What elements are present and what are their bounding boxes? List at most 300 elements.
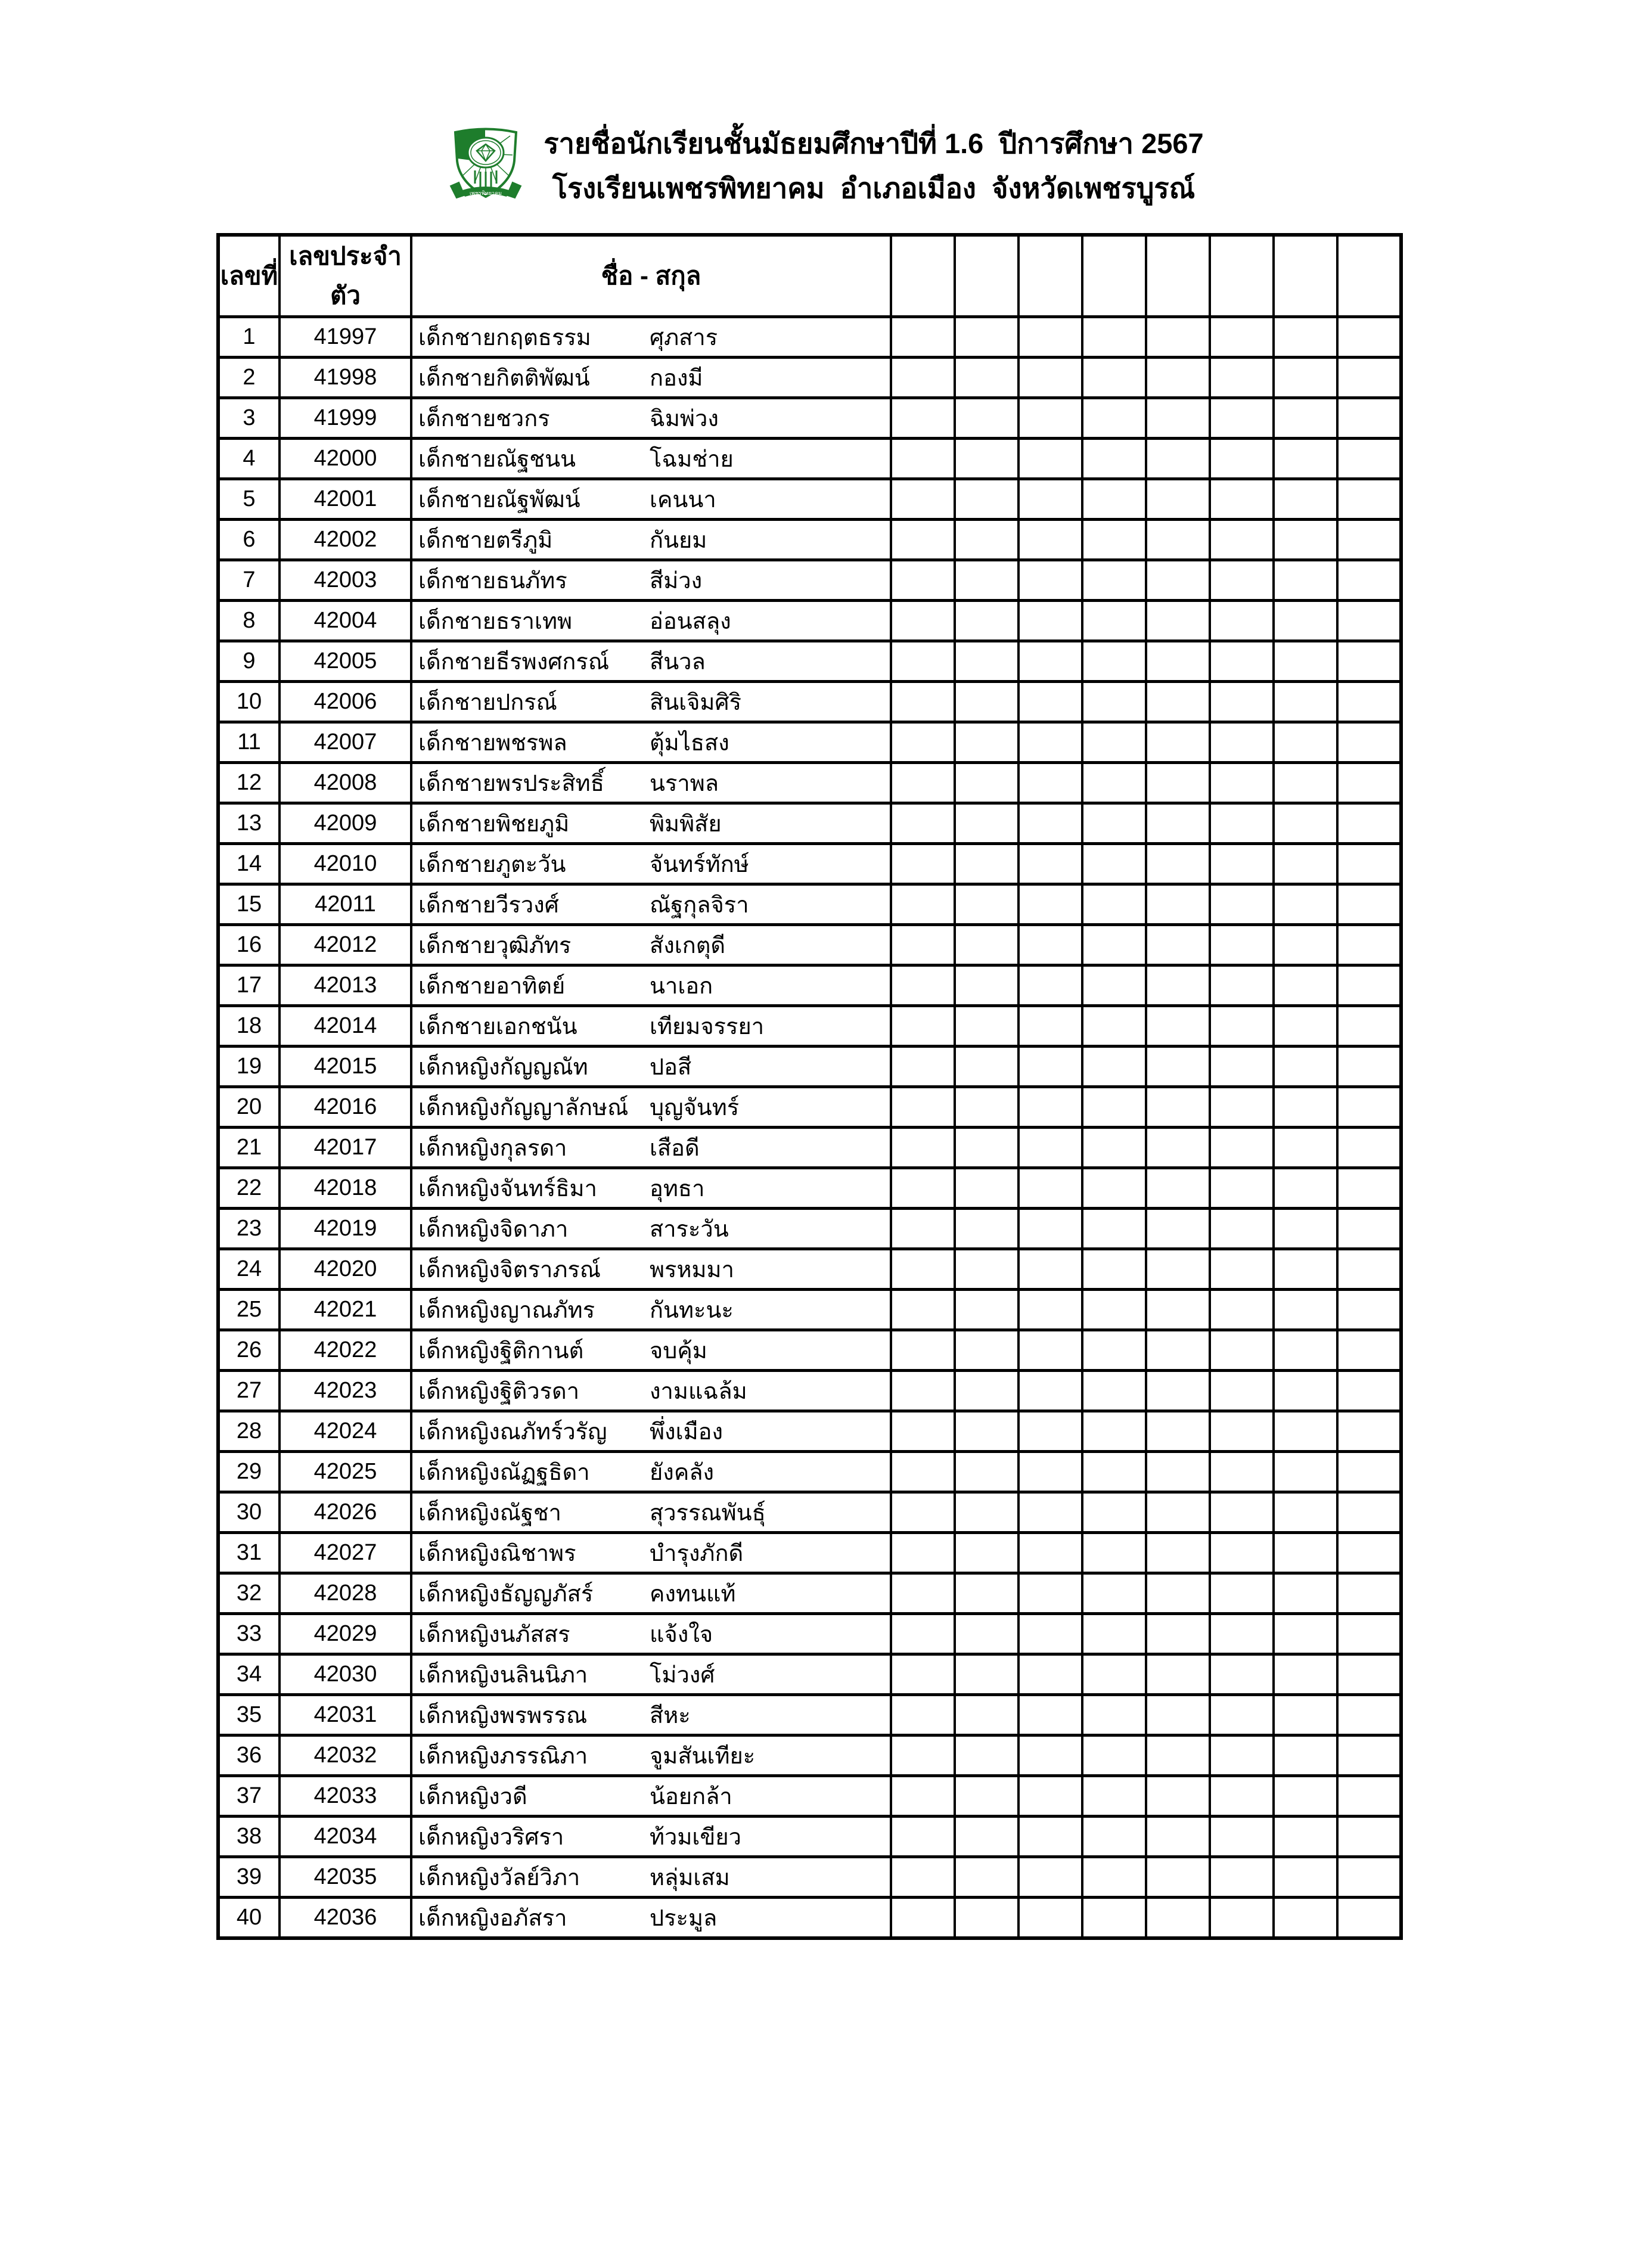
cell-blank (891, 1168, 955, 1209)
cell-blank (1337, 1411, 1401, 1452)
cell-blank (955, 722, 1018, 763)
cell-student-id: 42009 (280, 803, 411, 844)
cell-blank (1337, 439, 1401, 479)
cell-blank (891, 1898, 955, 1938)
first-name: เด็กชายอาทิตย์ (418, 974, 566, 999)
cell-blank (955, 965, 1018, 1006)
cell-number: 36 (218, 1736, 280, 1776)
cell-blank (1082, 1857, 1146, 1898)
cell-blank (1210, 1614, 1274, 1654)
table-row (218, 601, 1401, 641)
first-name: เด็กชายวีรวงศ์ (418, 893, 559, 918)
first-name: เด็กหญิงกุลรดา (418, 1136, 567, 1161)
cell-student-id: 42019 (280, 1209, 411, 1249)
cell-blank (1146, 398, 1210, 439)
cell-blank (1210, 1168, 1274, 1209)
cell-blank (1274, 601, 1337, 641)
table-row (218, 1695, 1401, 1736)
cell-blank (1146, 1452, 1210, 1492)
cell-blank (955, 682, 1018, 722)
table-row (218, 803, 1401, 844)
cell-blank (1018, 682, 1082, 722)
cell-blank (1274, 1290, 1337, 1330)
last-name: ประมูล (650, 1905, 718, 1931)
cell-blank (1210, 358, 1274, 398)
cell-blank (1210, 317, 1274, 358)
table-row (218, 1614, 1401, 1654)
cell-blank (1146, 1087, 1210, 1128)
last-name: นาเอก (650, 974, 713, 999)
cell-number: 6 (218, 520, 280, 560)
cell-blank (891, 1249, 955, 1290)
cell-blank (1082, 479, 1146, 520)
cell-name (411, 1492, 891, 1533)
cell-blank (891, 641, 955, 682)
cell-name (411, 1817, 891, 1857)
table-row (218, 1898, 1401, 1938)
cell-number: 28 (218, 1411, 280, 1452)
cell-blank (1337, 803, 1401, 844)
cell-blank (1337, 1736, 1401, 1776)
cell-number: 34 (218, 1654, 280, 1695)
cell-blank (955, 1249, 1018, 1290)
cell-number: 8 (218, 601, 280, 641)
table-row (218, 479, 1401, 520)
cell-blank (1082, 398, 1146, 439)
last-name: พึ่งเมือง (650, 1420, 723, 1445)
first-name: เด็กชายพิชยภูมิ (418, 812, 570, 837)
table-row (218, 1047, 1401, 1087)
table-row (218, 520, 1401, 560)
last-name: น้อยกล้า (650, 1784, 732, 1809)
header-row (218, 235, 1401, 317)
cell-blank (1146, 520, 1210, 560)
cell-blank (891, 925, 955, 965)
cell-number: 13 (218, 803, 280, 844)
cell-blank (1146, 1857, 1210, 1898)
cell-blank (1337, 1817, 1401, 1857)
cell-name (411, 1452, 891, 1492)
column-header-blank (955, 235, 1018, 317)
cell-blank (1018, 1533, 1082, 1573)
cell-blank (1274, 1533, 1337, 1573)
cell-blank (1210, 1411, 1274, 1452)
cell-blank (1337, 1371, 1401, 1411)
cell-blank (1210, 1492, 1274, 1533)
cell-blank (1146, 763, 1210, 803)
last-name: จันทร์ทักษ์ (650, 852, 749, 877)
cell-blank (1146, 641, 1210, 682)
column-header-number: เลขที่ (218, 235, 280, 317)
first-name: เด็กหญิงญาณภัทร (418, 1298, 595, 1323)
last-name: แจ้งใจ (650, 1622, 713, 1647)
cell-blank (1082, 925, 1146, 965)
first-name: เด็กหญิงณัฐชา (418, 1501, 562, 1526)
cell-number: 24 (218, 1249, 280, 1290)
cell-student-id: 42013 (280, 965, 411, 1006)
column-header-student-id: เลขประจำตัว (280, 235, 411, 317)
cell-blank (891, 1614, 955, 1654)
cell-blank (891, 1371, 955, 1411)
cell-student-id: 42005 (280, 641, 411, 682)
cell-name (411, 844, 891, 884)
cell-blank (1210, 803, 1274, 844)
table-row (218, 1817, 1401, 1857)
cell-blank (891, 358, 955, 398)
cell-blank (1274, 398, 1337, 439)
cell-name (411, 1533, 891, 1573)
cell-blank (1274, 439, 1337, 479)
cell-blank (1210, 1087, 1274, 1128)
cell-number: 10 (218, 682, 280, 722)
table-row (218, 1087, 1401, 1128)
cell-student-id: 41997 (280, 317, 411, 358)
roster-body (218, 317, 1401, 1938)
last-name: อุทธา (650, 1176, 705, 1202)
cell-number: 25 (218, 1290, 280, 1330)
cell-blank (1337, 1209, 1401, 1249)
cell-blank (1082, 884, 1146, 925)
cell-number: 31 (218, 1533, 280, 1573)
cell-blank (1082, 1736, 1146, 1776)
cell-blank (1146, 965, 1210, 1006)
cell-blank (1018, 317, 1082, 358)
cell-blank (955, 1087, 1018, 1128)
first-name: เด็กชายธนภัทร (418, 569, 567, 594)
first-name: เด็กชายณัฐชนน (418, 447, 576, 472)
cell-blank (1337, 884, 1401, 925)
cell-blank (1018, 1330, 1082, 1371)
cell-name (411, 641, 891, 682)
cell-blank (1210, 682, 1274, 722)
last-name: กันยม (650, 528, 707, 553)
last-name: เคนนา (650, 488, 716, 513)
cell-blank (1337, 398, 1401, 439)
first-name: เด็กชายธราเทพ (418, 609, 573, 634)
cell-blank (1274, 560, 1337, 601)
cell-blank (1082, 520, 1146, 560)
cell-name (411, 479, 891, 520)
cell-blank (1018, 1371, 1082, 1411)
first-name: เด็กชายพรประสิทธิ์ (418, 771, 604, 796)
cell-student-id: 42010 (280, 844, 411, 884)
cell-blank (1146, 601, 1210, 641)
cell-blank (1337, 1654, 1401, 1695)
first-name: เด็กหญิงณัฏฐธิดา (418, 1460, 590, 1485)
cell-blank (1210, 884, 1274, 925)
cell-student-id: 42025 (280, 1452, 411, 1492)
first-name: เด็กหญิงธัญญภัสร์ (418, 1582, 594, 1607)
cell-blank (1146, 1371, 1210, 1411)
cell-blank (891, 1087, 955, 1128)
cell-blank (1018, 1006, 1082, 1047)
last-name: เทียมจรรยา (650, 1014, 765, 1039)
cell-blank (891, 763, 955, 803)
table-row (218, 1209, 1401, 1249)
cell-blank (1018, 1776, 1082, 1817)
cell-number: 35 (218, 1695, 280, 1736)
cell-blank (955, 803, 1018, 844)
last-name: จูมสันเทียะ (650, 1744, 756, 1769)
cell-blank (1337, 1533, 1401, 1573)
cell-blank (1274, 682, 1337, 722)
cell-blank (1274, 520, 1337, 560)
table-row (218, 1411, 1401, 1452)
last-name: ศุภสาร (650, 325, 718, 350)
cell-blank (1018, 1898, 1082, 1938)
cell-blank (955, 1533, 1018, 1573)
cell-blank (1337, 763, 1401, 803)
cell-student-id: 41998 (280, 358, 411, 398)
table-row (218, 884, 1401, 925)
cell-number: 16 (218, 925, 280, 965)
table-row (218, 1533, 1401, 1573)
cell-blank (1082, 1776, 1146, 1817)
last-name: สินเจิมศิริ (650, 690, 742, 715)
cell-name (411, 1898, 891, 1938)
cell-number: 19 (218, 1047, 280, 1087)
first-name: เด็กชายวุฒิภัทร (418, 933, 572, 958)
cell-blank (1337, 965, 1401, 1006)
cell-blank (1337, 1168, 1401, 1209)
cell-name (411, 1776, 891, 1817)
cell-name (411, 1371, 891, 1411)
cell-blank (1082, 1817, 1146, 1857)
table-row (218, 1654, 1401, 1695)
table-row (218, 763, 1401, 803)
school-crest-icon (448, 124, 523, 207)
cell-name (411, 439, 891, 479)
cell-blank (1274, 763, 1337, 803)
cell-name (411, 1614, 891, 1654)
cell-blank (1146, 479, 1210, 520)
cell-blank (891, 965, 955, 1006)
cell-student-id: 42004 (280, 601, 411, 641)
cell-student-id: 41999 (280, 398, 411, 439)
cell-student-id: 42008 (280, 763, 411, 803)
cell-blank (1082, 358, 1146, 398)
document-title-block (544, 121, 1203, 210)
cell-blank (1018, 1047, 1082, 1087)
first-name: เด็กหญิงฐิติวรดา (418, 1379, 580, 1404)
last-name: สีม่วง (650, 569, 703, 594)
cell-number: 3 (218, 398, 280, 439)
cell-blank (1082, 1898, 1146, 1938)
first-name: เด็กชายธีรพงศกรณ์ (418, 650, 610, 675)
cell-blank (1082, 1452, 1146, 1492)
cell-blank (1337, 1249, 1401, 1290)
cell-blank (1337, 1128, 1401, 1168)
last-name: สาระวัน (650, 1217, 729, 1242)
cell-blank (1274, 358, 1337, 398)
cell-blank (1082, 803, 1146, 844)
cell-blank (1210, 1128, 1274, 1168)
table-row (218, 722, 1401, 763)
first-name: เด็กหญิงกัญญณัท (418, 1055, 588, 1080)
cell-blank (1146, 1047, 1210, 1087)
cell-blank (891, 520, 955, 560)
cell-blank (891, 803, 955, 844)
cell-student-id: 42036 (280, 1898, 411, 1938)
cell-blank (1082, 1695, 1146, 1736)
cell-blank (955, 317, 1018, 358)
last-name: หลุ่มเสม (650, 1865, 730, 1890)
cell-blank (1274, 1047, 1337, 1087)
cell-blank (955, 763, 1018, 803)
cell-name (411, 1047, 891, 1087)
cell-blank (1018, 1452, 1082, 1492)
cell-student-id: 42012 (280, 925, 411, 965)
cell-blank (1274, 641, 1337, 682)
table-row (218, 925, 1401, 965)
cell-blank (891, 1411, 955, 1452)
last-name: สังเกตุดี (650, 933, 726, 958)
cell-student-id: 42003 (280, 560, 411, 601)
cell-blank (1146, 1654, 1210, 1695)
cell-blank (955, 1006, 1018, 1047)
first-name: เด็กชายชวกร (418, 406, 550, 431)
cell-student-id: 42021 (280, 1290, 411, 1330)
cell-blank (891, 1047, 955, 1087)
cell-blank (1146, 803, 1210, 844)
cell-blank (1337, 1452, 1401, 1492)
cell-student-id: 42015 (280, 1047, 411, 1087)
first-name: เด็กหญิงฐิติกานต์ (418, 1339, 584, 1364)
table-row (218, 358, 1401, 398)
cell-blank (891, 479, 955, 520)
cell-blank (1337, 1047, 1401, 1087)
cell-student-id: 42014 (280, 1006, 411, 1047)
cell-blank (955, 925, 1018, 965)
cell-blank (1082, 641, 1146, 682)
first-name: เด็กชายณัฐพัฒน์ (418, 488, 580, 513)
cell-blank (1337, 1776, 1401, 1817)
last-name: สีนวล (650, 650, 706, 675)
cell-blank (1210, 560, 1274, 601)
table-row (218, 1452, 1401, 1492)
cell-blank (1210, 398, 1274, 439)
first-name: เด็กชายตรีภูมิ (418, 528, 553, 553)
cell-blank (1274, 1817, 1337, 1857)
last-name: บุญจันทร์ (650, 1095, 740, 1120)
cell-number: 20 (218, 1087, 280, 1128)
cell-number: 39 (218, 1857, 280, 1898)
table-row (218, 1290, 1401, 1330)
cell-blank (1018, 520, 1082, 560)
cell-blank (1210, 439, 1274, 479)
cell-name (411, 1654, 891, 1695)
cell-blank (1146, 722, 1210, 763)
cell-blank (1210, 1249, 1274, 1290)
cell-blank (1082, 1573, 1146, 1614)
cell-blank (1082, 1006, 1146, 1047)
cell-blank (1146, 317, 1210, 358)
cell-blank (891, 601, 955, 641)
cell-blank (1146, 439, 1210, 479)
cell-blank (1082, 1330, 1146, 1371)
cell-blank (1018, 601, 1082, 641)
cell-blank (1146, 1128, 1210, 1168)
cell-blank (1146, 1776, 1210, 1817)
first-name: เด็กชายกิตติพัฒน์ (418, 366, 590, 391)
cell-blank (1274, 1736, 1337, 1776)
cell-blank (1146, 560, 1210, 601)
cell-blank (891, 317, 955, 358)
cell-blank (1274, 884, 1337, 925)
cell-blank (1274, 803, 1337, 844)
table-row (218, 1776, 1401, 1817)
last-name: ฉิมพ่วง (650, 406, 719, 431)
cell-blank (1337, 722, 1401, 763)
cell-blank (1274, 1573, 1337, 1614)
cell-blank (1082, 1614, 1146, 1654)
cell-student-id: 42020 (280, 1249, 411, 1290)
table-row (218, 844, 1401, 884)
cell-blank (955, 884, 1018, 925)
cell-number: 18 (218, 1006, 280, 1047)
cell-blank (891, 1128, 955, 1168)
cell-student-id: 42011 (280, 884, 411, 925)
cell-name (411, 398, 891, 439)
cell-student-id: 42007 (280, 722, 411, 763)
cell-name (411, 1573, 891, 1614)
cell-blank (1274, 1898, 1337, 1938)
cell-blank (1082, 1533, 1146, 1573)
first-name: เด็กหญิงณิชาพร (418, 1541, 576, 1566)
cell-blank (1337, 1087, 1401, 1128)
column-header-name: ชื่อ - สกุล (411, 235, 891, 317)
cell-blank (1018, 1209, 1082, 1249)
cell-blank (1337, 1573, 1401, 1614)
cell-blank (955, 1128, 1018, 1168)
cell-blank (1274, 1411, 1337, 1452)
cell-blank (1274, 722, 1337, 763)
cell-blank (1018, 1654, 1082, 1695)
cell-blank (1082, 844, 1146, 884)
cell-blank (1274, 844, 1337, 884)
cell-blank (1337, 1695, 1401, 1736)
cell-blank (891, 398, 955, 439)
cell-blank (1018, 925, 1082, 965)
cell-name (411, 1736, 891, 1776)
cell-blank (1274, 965, 1337, 1006)
cell-blank (891, 1695, 955, 1736)
cell-blank (955, 439, 1018, 479)
document-title-line2: โรงเรียนเพชรพิทยาคม อำเภอเมือง จังหวัดเพชรบูรณ์ (552, 172, 1195, 204)
cell-blank (1274, 1857, 1337, 1898)
cell-student-id: 42002 (280, 520, 411, 560)
cell-blank (1146, 925, 1210, 965)
first-name: เด็กหญิงนลินนิภา (418, 1663, 588, 1688)
cell-blank (1210, 1776, 1274, 1817)
cell-student-id: 42034 (280, 1817, 411, 1857)
cell-blank (1018, 1614, 1082, 1654)
cell-blank (1018, 1290, 1082, 1330)
cell-blank (1018, 1695, 1082, 1736)
cell-blank (955, 1452, 1018, 1492)
first-name: เด็กหญิงนภัสสร (418, 1622, 570, 1647)
cell-name (411, 925, 891, 965)
cell-number: 29 (218, 1452, 280, 1492)
cell-blank (1274, 1249, 1337, 1290)
cell-blank (891, 1006, 955, 1047)
last-name: ณัฐกุลจิรา (650, 893, 749, 918)
cell-blank (955, 1290, 1018, 1330)
cell-number: 4 (218, 439, 280, 479)
cell-name (411, 1857, 891, 1898)
cell-blank (1082, 965, 1146, 1006)
cell-blank (1274, 1776, 1337, 1817)
